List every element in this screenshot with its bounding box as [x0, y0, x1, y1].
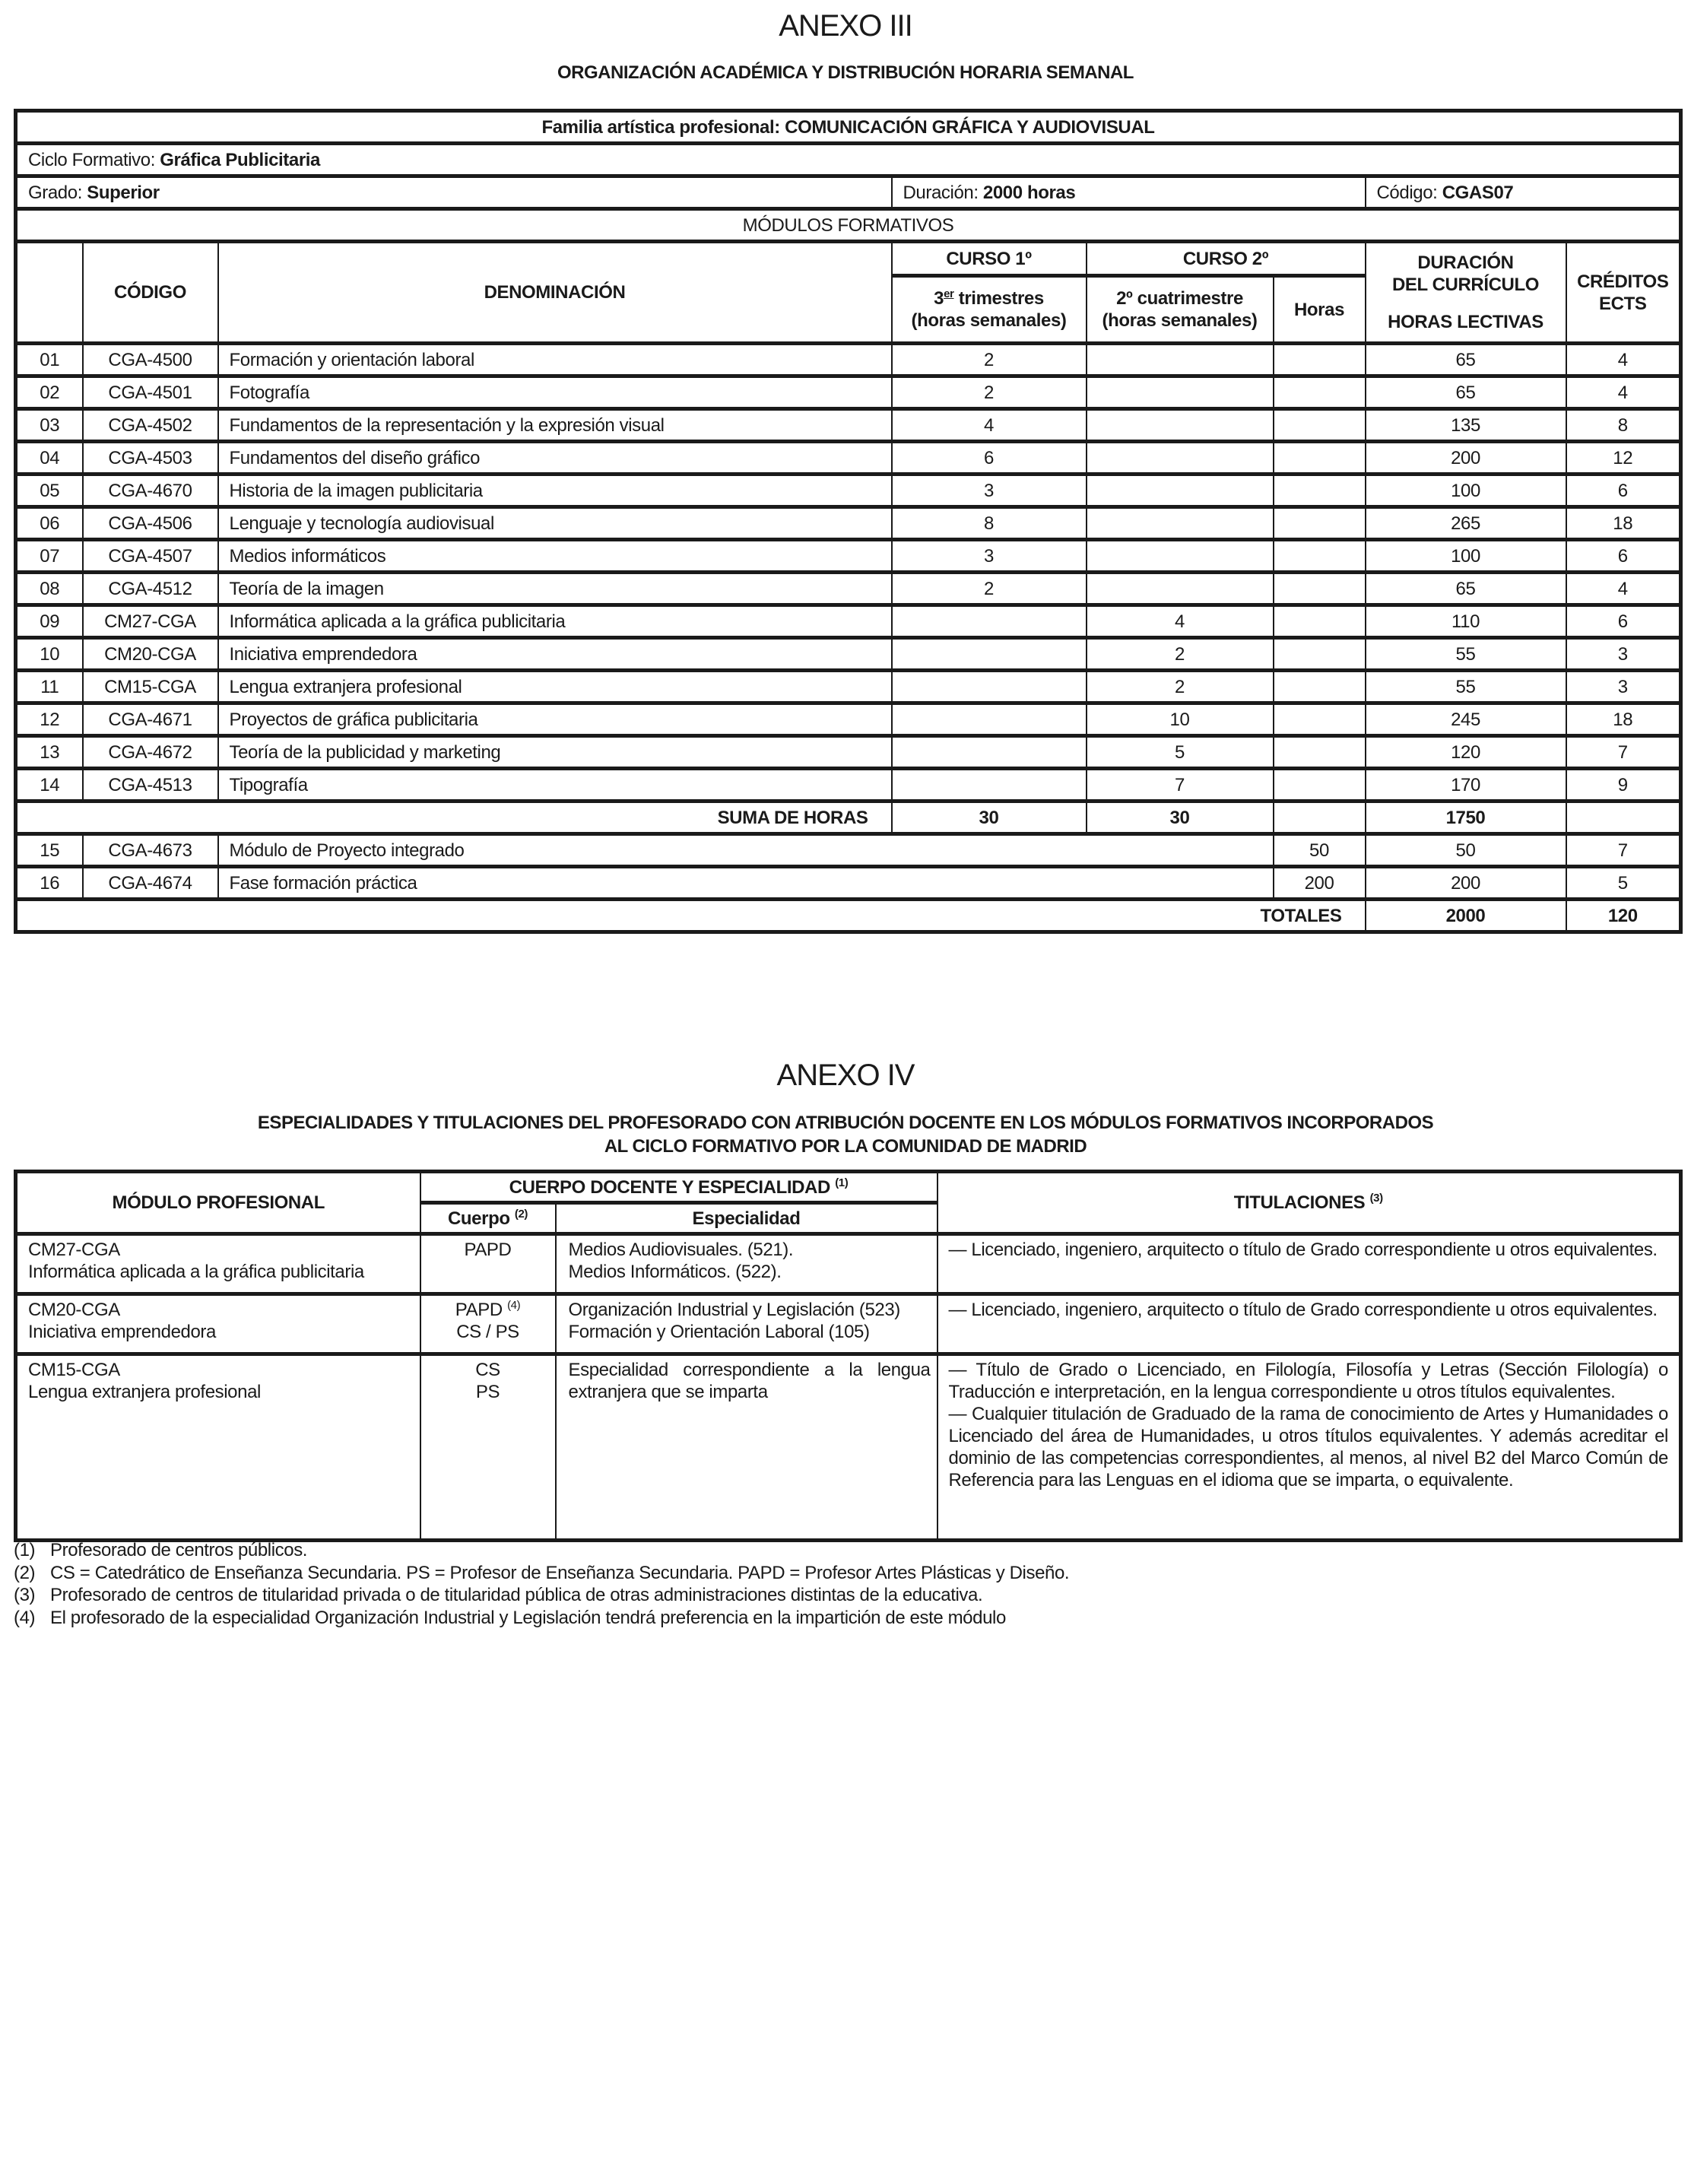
- row-denominacion: Lenguaje y tecnología audiovisual: [218, 507, 892, 540]
- cuerpo-header: [420, 1203, 556, 1234]
- footnote: [14, 1584, 1679, 1607]
- row-denominacion: Historia de la imagen publicitaria: [218, 475, 892, 507]
- cuerpo-line1: PAPD: [455, 1300, 503, 1320]
- anexo-iii-subtitle: ORGANIZACIÓN ACADÉMICA Y DISTRIBUCIÓN HORARIA SEMANAL: [557, 62, 1134, 83]
- cuerpo-cell: [420, 1234, 556, 1294]
- titulacion-item: — Título de Grado o Licenciado, en Filología, Filosofía y Letras (Sección Filología) o Traducción e interpretación, en la lengua correspondiente u otros títulos equivalentes.: [948, 1360, 1668, 1402]
- table-row: [16, 1234, 1681, 1294]
- table-row: [16, 442, 1681, 475]
- row-curso2: [1087, 540, 1274, 573]
- suma-horas: [1274, 802, 1366, 834]
- row-horas: [1274, 769, 1366, 802]
- especialidad-line1: Organización Industrial y Legislación (523): [568, 1300, 900, 1320]
- duracion-cell: [892, 176, 1366, 209]
- table-row: [16, 638, 1681, 671]
- footnote-ref-1: (1): [835, 1176, 849, 1189]
- cuerpo-label: Cuerpo: [447, 1208, 510, 1229]
- row-duracion: 110: [1366, 605, 1566, 638]
- row-curso2: 7: [1087, 769, 1274, 802]
- row-curso1: 2: [892, 344, 1087, 376]
- row-curso1: 6: [892, 442, 1087, 475]
- footnote-ref-2: (2): [514, 1207, 528, 1221]
- codigo-value: CGAS07: [1442, 182, 1514, 203]
- duracion-label: Duración:: [903, 182, 983, 203]
- codigo-header: CÓDIGO: [83, 242, 218, 344]
- row-denominacion: Fase formación práctica: [218, 867, 1274, 900]
- cuerpo-cell: [420, 1354, 556, 1541]
- grado-cell: [16, 176, 892, 209]
- modulos-formativos-header: MÓDULOS FORMATIVOS: [16, 209, 1681, 242]
- row-denominacion: Fundamentos de la representación y la expresión visual: [218, 409, 892, 442]
- cuerpo-sup: (4): [507, 1299, 521, 1312]
- row-num: 10: [16, 638, 83, 671]
- especialidad-cell: [556, 1234, 938, 1294]
- row-curso1: [892, 703, 1087, 736]
- cuerpo-line1: PAPD: [464, 1240, 512, 1260]
- anexo-iii-title: ANEXO III: [779, 9, 912, 43]
- footnote-text: CS = Catedrático de Enseñanza Secundaria. PS = Profesor de Enseñanza Secundaria. PAPD = Profesor Artes Plásticas y Diseño.: [50, 1562, 1070, 1583]
- cuatrimestre-l2: (horas semanales): [1102, 310, 1258, 331]
- trimestres-l2: (horas semanales): [911, 310, 1067, 331]
- row-curso2: [1087, 409, 1274, 442]
- table-row: [16, 605, 1681, 638]
- row-codigo: CGA-4671: [83, 703, 218, 736]
- header-row-1: [16, 1172, 1681, 1203]
- duracion-value: 2000 horas: [982, 182, 1076, 203]
- footnote-ref-3: (3): [1369, 1192, 1383, 1205]
- titulaciones-cell: [938, 1234, 1681, 1294]
- suma-label: SUMA DE HORAS: [16, 802, 892, 834]
- suma-curso2: 30: [1087, 802, 1274, 834]
- row-duracion: 100: [1366, 475, 1566, 507]
- titulaciones-cell: [938, 1294, 1681, 1354]
- titulaciones-cell: [938, 1354, 1681, 1541]
- familia-row: [16, 111, 1681, 144]
- row-num: 08: [16, 573, 83, 605]
- row-codigo: CGA-4673: [83, 834, 218, 867]
- modulo-codigo: CM15-CGA: [28, 1360, 120, 1380]
- anexo-iv-title: ANEXO IV: [776, 1059, 915, 1092]
- modulo-profesional-header: MÓDULO PROFESIONAL: [16, 1172, 420, 1234]
- footnote-number: (1): [14, 1540, 36, 1560]
- modulo-cell: [16, 1354, 420, 1541]
- row-curso1: [892, 671, 1087, 703]
- row-denominacion: Iniciativa emprendedora: [218, 638, 892, 671]
- row-duracion: 55: [1366, 638, 1566, 671]
- row-curso1: [892, 605, 1087, 638]
- cuerpo-docente-label: CUERPO DOCENTE Y ESPECIALIDAD: [509, 1176, 830, 1198]
- table-row: [16, 834, 1681, 867]
- row-codigo: CGA-4674: [83, 867, 218, 900]
- row-horas: [1274, 376, 1366, 409]
- row-curso2: 5: [1087, 736, 1274, 769]
- cuerpo-cell: [420, 1294, 556, 1354]
- row-num: 05: [16, 475, 83, 507]
- trimestres-sup: er: [944, 287, 954, 300]
- row-curso2: 2: [1087, 671, 1274, 703]
- row-duracion: 170: [1366, 769, 1566, 802]
- duracion-curriculo-header: [1366, 242, 1566, 344]
- row-duracion: 100: [1366, 540, 1566, 573]
- row-duracion: 50: [1366, 834, 1566, 867]
- row-ects: 4: [1566, 376, 1681, 409]
- titulaciones-label: TITULACIONES: [1233, 1192, 1366, 1213]
- row-ects: 4: [1566, 573, 1681, 605]
- row-codigo: CGA-4501: [83, 376, 218, 409]
- totales-duracion: 2000: [1366, 900, 1566, 932]
- row-denominacion: Formación y orientación laboral: [218, 344, 892, 376]
- especialidad-line2: Formación y Orientación Laboral (105): [568, 1322, 870, 1342]
- row-curso2: 2: [1087, 638, 1274, 671]
- trimestres-header: [892, 276, 1087, 344]
- row-num: 01: [16, 344, 83, 376]
- row-duracion: 265: [1366, 507, 1566, 540]
- row-codigo: CGA-4672: [83, 736, 218, 769]
- row-curso2: 10: [1087, 703, 1274, 736]
- anexo-iv-subtitle-line1: ESPECIALIDADES Y TITULACIONES DEL PROFESORADO CON ATRIBUCIÓN DOCENTE EN LOS MÓDULOS FORMATIVOS INCORPORADOS: [257, 1113, 1434, 1133]
- suma-ects: [1566, 802, 1681, 834]
- ciclo-row: [16, 144, 1681, 176]
- footnote-number: (4): [14, 1607, 36, 1628]
- familia-cell: Familia artística profesional: COMUNICACIÓN GRÁFICA Y AUDIOVISUAL: [16, 111, 1681, 144]
- table-row: [16, 769, 1681, 802]
- modulo-codigo: CM27-CGA: [28, 1240, 120, 1260]
- especialidad-cell: [556, 1354, 938, 1541]
- row-codigo: CM20-CGA: [83, 638, 218, 671]
- duracion-header-l1: DURACIÓN: [1417, 252, 1514, 273]
- row-duracion: 135: [1366, 409, 1566, 442]
- row-num: 13: [16, 736, 83, 769]
- row-curso2: [1087, 344, 1274, 376]
- table-row: [16, 409, 1681, 442]
- row-duracion: 200: [1366, 867, 1566, 900]
- cuatrimestre-header: [1087, 276, 1274, 344]
- row-curso1: 4: [892, 409, 1087, 442]
- row-horas: [1274, 703, 1366, 736]
- row-num: 14: [16, 769, 83, 802]
- row-num: 06: [16, 507, 83, 540]
- row-ects: 8: [1566, 409, 1681, 442]
- curso1-header: CURSO 1º: [892, 242, 1087, 276]
- titulacion-item: — Licenciado, ingeniero, arquitecto o título de Grado correspondiente u otros equivalentes.: [948, 1300, 1658, 1320]
- row-denominacion: Fundamentos del diseño gráfico: [218, 442, 892, 475]
- row-curso2: [1087, 475, 1274, 507]
- row-duracion: 65: [1366, 376, 1566, 409]
- row-ects: 6: [1566, 605, 1681, 638]
- row-codigo: CGA-4503: [83, 442, 218, 475]
- grado-row: [16, 176, 1681, 209]
- row-codigo: CM15-CGA: [83, 671, 218, 703]
- totales-ects: 120: [1566, 900, 1681, 932]
- footnote: [14, 1562, 1679, 1585]
- row-duracion: 120: [1366, 736, 1566, 769]
- row-ects: 3: [1566, 671, 1681, 703]
- row-horas: [1274, 638, 1366, 671]
- ciclo-cell: [16, 144, 1681, 176]
- row-denominacion: Fotografía: [218, 376, 892, 409]
- row-ects: 6: [1566, 475, 1681, 507]
- row-codigo: CGA-4512: [83, 573, 218, 605]
- creditos-header-l1: CRÉDITOS: [1577, 271, 1669, 292]
- row-codigo: CGA-4506: [83, 507, 218, 540]
- row-horas: [1274, 409, 1366, 442]
- row-num: 12: [16, 703, 83, 736]
- modulo-cell: [16, 1234, 420, 1294]
- row-denominacion: Proyectos de gráfica publicitaria: [218, 703, 892, 736]
- row-denominacion: Medios informáticos: [218, 540, 892, 573]
- num-header: [16, 242, 83, 344]
- cuerpo-line1: CS: [475, 1360, 500, 1380]
- footnote-text: Profesorado de centros públicos.: [50, 1540, 308, 1560]
- table-row: [16, 507, 1681, 540]
- modulo-nombre: Informática aplicada a la gráfica publicitaria: [28, 1262, 364, 1282]
- creditos-header: [1566, 242, 1681, 344]
- row-horas: 200: [1274, 867, 1366, 900]
- row-curso2: [1087, 442, 1274, 475]
- ciclo-label: Ciclo Formativo:: [28, 149, 160, 170]
- suma-duracion: 1750: [1366, 802, 1566, 834]
- cuerpo-line2: CS / PS: [456, 1322, 519, 1342]
- row-horas: [1274, 507, 1366, 540]
- row-duracion: 65: [1366, 573, 1566, 605]
- row-codigo: CGA-4513: [83, 769, 218, 802]
- row-num: 04: [16, 442, 83, 475]
- row-horas: [1274, 475, 1366, 507]
- row-horas: [1274, 573, 1366, 605]
- row-ects: 3: [1566, 638, 1681, 671]
- table-row: [16, 1294, 1681, 1354]
- anexo-iii-table: [14, 109, 1683, 934]
- especialidad-line1: Especialidad correspondiente a la lengua extranjera que se imparta: [568, 1360, 931, 1402]
- table-row: [16, 540, 1681, 573]
- table-row: [16, 1354, 1681, 1541]
- row-curso1: [892, 769, 1087, 802]
- especialidad-line1: Medios Audiovisuales. (521).: [568, 1240, 794, 1260]
- codigo-label: Código:: [1376, 182, 1442, 203]
- modulo-nombre: Lengua extranjera profesional: [28, 1382, 261, 1402]
- horas-header: Horas: [1274, 276, 1366, 344]
- modulo-cell: [16, 1294, 420, 1354]
- suma-curso1: 30: [892, 802, 1087, 834]
- codigo-ciclo-cell: [1366, 176, 1681, 209]
- modulos-header-row: [16, 209, 1681, 242]
- cuerpo-docente-header: [420, 1172, 938, 1203]
- row-ects: 5: [1566, 867, 1681, 900]
- especialidad-header: Especialidad: [556, 1203, 938, 1234]
- grado-label: Grado:: [28, 182, 87, 203]
- especialidad-line2: Medios Informáticos. (522).: [568, 1262, 782, 1282]
- titulacion-item: — Cualquier titulación de Graduado de la rama de conocimiento de Artes y Humanidades o Licenciado del área de Humanidades, u otros títulos equivalentes. Y además acreditar el dominio de las competencias correspondientes, al menos, al nivel B2 del Marco Común de Referencia para las Lenguas en el idioma que se imparta, o equivalente.: [948, 1404, 1668, 1490]
- row-codigo: CGA-4500: [83, 344, 218, 376]
- row-horas: [1274, 344, 1366, 376]
- row-horas: [1274, 442, 1366, 475]
- row-ects: 18: [1566, 507, 1681, 540]
- table-row: [16, 867, 1681, 900]
- ciclo-value: Gráfica Publicitaria: [160, 149, 321, 170]
- row-curso1: 3: [892, 540, 1087, 573]
- row-curso1: 8: [892, 507, 1087, 540]
- row-ects: 7: [1566, 834, 1681, 867]
- row-ects: 18: [1566, 703, 1681, 736]
- row-num: 03: [16, 409, 83, 442]
- row-denominacion: Tipografía: [218, 769, 892, 802]
- row-num: 07: [16, 540, 83, 573]
- row-num: 09: [16, 605, 83, 638]
- anexo-iv-table: [14, 1170, 1683, 1542]
- row-curso1: 2: [892, 376, 1087, 409]
- footnote-number: (3): [14, 1585, 36, 1605]
- totales-label: TOTALES: [16, 900, 1366, 932]
- cuatrimestre-l1: 2º cuatrimestre: [1116, 288, 1243, 309]
- table-row: [16, 573, 1681, 605]
- footnote-text: Profesorado de centros de titularidad privada o de titularidad pública de otras administraciones distintas de la educativa.: [50, 1585, 983, 1605]
- cuerpo-line2: PS: [475, 1382, 500, 1402]
- row-ects: 7: [1566, 736, 1681, 769]
- row-horas: [1274, 540, 1366, 573]
- row-horas: [1274, 671, 1366, 703]
- creditos-header-l2: ECTS: [1599, 293, 1647, 314]
- especialidad-cell: [556, 1294, 938, 1354]
- footnote-number: (2): [14, 1562, 36, 1583]
- row-codigo: CM27-CGA: [83, 605, 218, 638]
- grado-value: Superior: [87, 182, 160, 203]
- table-row: [16, 671, 1681, 703]
- row-curso2: [1087, 376, 1274, 409]
- row-horas: [1274, 605, 1366, 638]
- row-denominacion: Teoría de la publicidad y marketing: [218, 736, 892, 769]
- curso2-header: CURSO 2º: [1087, 242, 1366, 276]
- row-curso1: 3: [892, 475, 1087, 507]
- row-num: 16: [16, 867, 83, 900]
- row-codigo: CGA-4670: [83, 475, 218, 507]
- row-duracion: 200: [1366, 442, 1566, 475]
- row-duracion: 245: [1366, 703, 1566, 736]
- row-denominacion: Módulo de Proyecto integrado: [218, 834, 1274, 867]
- denominacion-header: DENOMINACIÓN: [218, 242, 892, 344]
- row-curso1: [892, 736, 1087, 769]
- row-duracion: 55: [1366, 671, 1566, 703]
- column-header-row-1: [16, 242, 1681, 276]
- trimestres-num: 3: [934, 288, 944, 309]
- row-curso2: 4: [1087, 605, 1274, 638]
- row-denominacion: Teoría de la imagen: [218, 573, 892, 605]
- duracion-header-l3: HORAS LECTIVAS: [1388, 312, 1543, 332]
- row-horas: [1274, 736, 1366, 769]
- modulo-nombre: Iniciativa emprendedora: [28, 1322, 216, 1342]
- duracion-header-l2: DEL CURRÍCULO: [1391, 275, 1540, 295]
- row-ects: 4: [1566, 344, 1681, 376]
- row-denominacion: Lengua extranjera profesional: [218, 671, 892, 703]
- titulaciones-header: [938, 1172, 1681, 1234]
- anexo-iv-subtitle-line2: AL CICLO FORMATIVO POR LA COMUNIDAD DE MADRID: [604, 1136, 1087, 1157]
- row-curso2: [1087, 573, 1274, 605]
- footnote: [14, 1607, 1679, 1630]
- row-num: 15: [16, 834, 83, 867]
- footnote: [14, 1539, 1679, 1562]
- row-codigo: CGA-4502: [83, 409, 218, 442]
- table-row: [16, 475, 1681, 507]
- table-row: [16, 736, 1681, 769]
- row-horas: 50: [1274, 834, 1366, 867]
- row-ects: 6: [1566, 540, 1681, 573]
- table-row: [16, 376, 1681, 409]
- footnote-text: El profesorado de la especialidad Organización Industrial y Legislación tendrá preferencia en la impartición de este módulo: [50, 1607, 1006, 1628]
- row-codigo: CGA-4507: [83, 540, 218, 573]
- titulacion-item: — Licenciado, ingeniero, arquitecto o título de Grado correspondiente u otros equivalentes.: [948, 1240, 1658, 1260]
- row-ects: 9: [1566, 769, 1681, 802]
- row-denominacion: Informática aplicada a la gráfica publicitaria: [218, 605, 892, 638]
- footnotes: [14, 1539, 1679, 1629]
- totales-row: [16, 900, 1681, 932]
- row-curso1: [892, 638, 1087, 671]
- table-row: [16, 344, 1681, 376]
- row-curso2: [1087, 507, 1274, 540]
- modulo-codigo: CM20-CGA: [28, 1300, 120, 1320]
- row-duracion: 65: [1366, 344, 1566, 376]
- row-num: 11: [16, 671, 83, 703]
- row-ects: 12: [1566, 442, 1681, 475]
- row-num: 02: [16, 376, 83, 409]
- table-row: [16, 703, 1681, 736]
- suma-de-horas-row: [16, 802, 1681, 834]
- trimestres-l1: trimestres: [953, 288, 1044, 309]
- row-curso1: 2: [892, 573, 1087, 605]
